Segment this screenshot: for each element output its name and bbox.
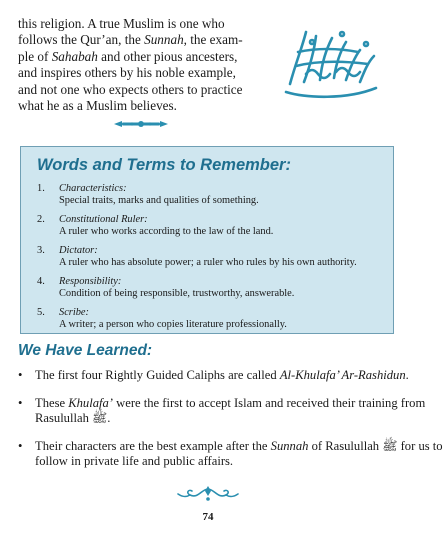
bullet-icon: •	[18, 368, 23, 382]
term-name: Dictator:	[59, 245, 98, 256]
bullet-icon: •	[18, 395, 23, 410]
learned-bullet: • Their characters are the best example after the Sunnah of Rasulullah ﷺ for us to follow in private life and public affairs.	[18, 438, 443, 469]
term-number: 2.	[37, 214, 45, 225]
term-item	[37, 307, 389, 331]
intro-line: and inspires others by his noble example,	[18, 65, 236, 81]
terms-box-title: Words and Terms to Remember:	[37, 156, 291, 174]
words-and-terms-box	[20, 146, 394, 334]
term-number: 5.	[37, 307, 45, 318]
term-definition: A ruler who has absolute power; a ruler who rules by his own authority.	[59, 257, 357, 268]
term-item	[37, 245, 389, 269]
term-name: Responsibility:	[59, 276, 122, 287]
term-number: 4.	[37, 276, 45, 287]
term-number: 1.	[37, 183, 45, 194]
we-have-learned-heading: We Have Learned:	[18, 342, 153, 359]
term-definition: Special traits, marks and qualities of something.	[59, 195, 259, 206]
intro-paragraph	[18, 16, 258, 114]
term-name: Scribe:	[59, 307, 90, 318]
term-item	[37, 276, 389, 300]
term-definition: A ruler who works according to the law of the land.	[59, 226, 274, 237]
flourish-ornament-icon	[176, 486, 240, 502]
term-name: Constitutional Ruler:	[59, 214, 148, 225]
learned-bullet: • The first four Rightly Guided Caliphs are called Al-Khulafa’ Ar-Rashidun.	[18, 368, 409, 382]
arabic-calligraphy-emblem	[276, 22, 384, 106]
bullet-icon: •	[18, 438, 23, 453]
page-number: 74	[202, 511, 214, 523]
intro-line: what he as a Muslim believes.	[18, 98, 177, 114]
ornament-divider	[112, 118, 170, 130]
term-item	[37, 183, 389, 207]
term-number: 3.	[37, 245, 45, 256]
intro-line: follows the Qur’an, the Sunnah, the exam-	[18, 32, 243, 48]
term-item	[37, 214, 389, 238]
term-name: Characteristics:	[59, 183, 127, 194]
learned-bullet-list	[18, 368, 443, 482]
learned-bullet: • These Khulafa’ were the first to accept Islam and received their training from Rasulullah ﷺ.	[18, 395, 426, 426]
intro-line: this religion. A true Muslim is one who	[18, 16, 225, 31]
term-definition: Condition of being responsible, trustworthy, answerable.	[59, 288, 295, 299]
intro-line: and not one who expects others to practice	[18, 81, 243, 97]
intro-line: ple of Sahabah and other pious ancesters,	[18, 48, 238, 64]
terms-list	[37, 183, 389, 338]
term-definition: A writer; a person who copies literature professionally.	[59, 319, 287, 330]
